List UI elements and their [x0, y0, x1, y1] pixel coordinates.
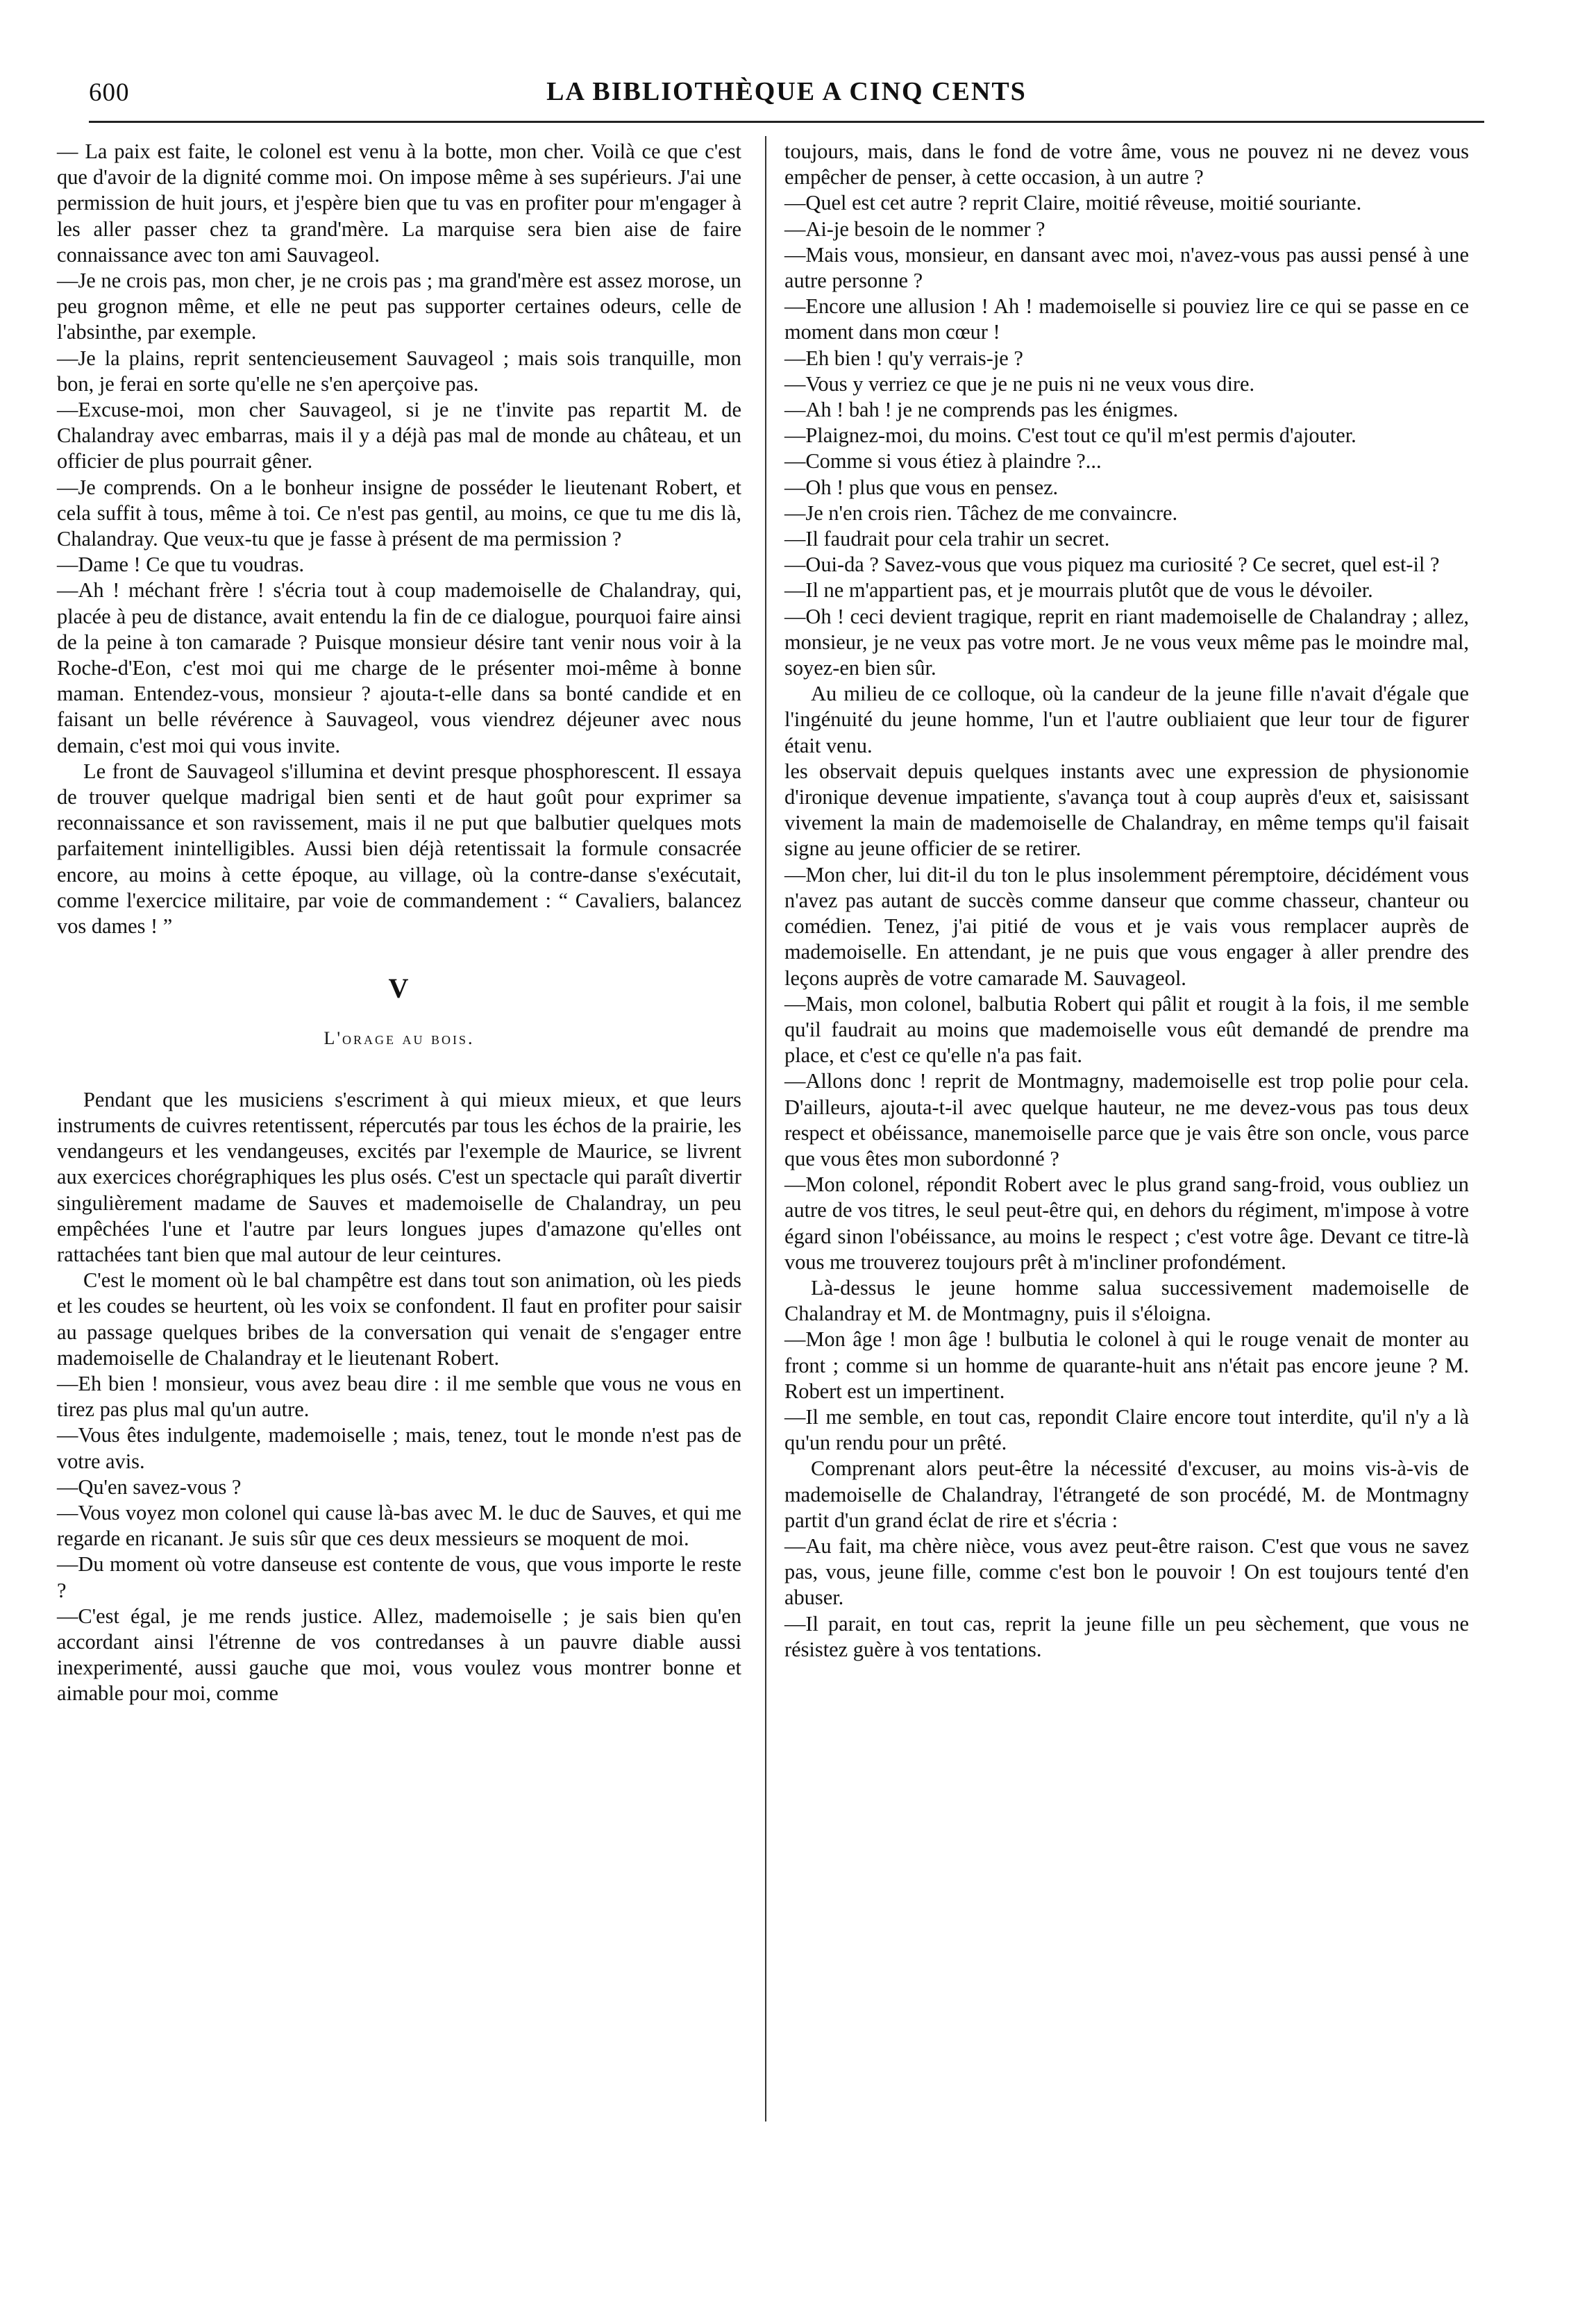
- paragraph: —Allons donc ! reprit de Montmagny, mademoiselle est trop polie pour cela. D'ailleurs, ajouta-t-il avec quelque hauteur, ne me devez-vous pas tous deux respect et obéissance, manemoiselle parce que je vais être son oncle, vous parce que vous êtes mon subordonné ?: [784, 1069, 1469, 1170]
- running-title: LA BIBLIOTHÈQUE A CINQ CENTS: [546, 77, 1027, 106]
- paragraph: —Eh bien ! qu'y verrais-je ?: [784, 346, 1023, 370]
- paragraph: — La paix est faite, le colonel est venu à la botte, mon cher. Voilà ce que c'est que d'avoir de la dignité comme moi. On impose même à ses supérieurs. J'ai une permission de huit jours, et j'espère bien que tu vas en profiter pour m'engager à les aller passer chez ta grand'mère. La marquise sera bien aise de faire connaissance avec ton ami Sauvageol.: [57, 140, 741, 267]
- paragraph: —Ai-je besoin de le nommer ?: [784, 217, 1045, 241]
- chapter-title: L'orage au bois.: [324, 1027, 475, 1048]
- paragraph: —Je comprends. On a le bonheur insigne de posséder le lieutenant Robert, et cela suffit à tous, même à toi. Ce n'est pas gentil, au moins, ce que tu me dis là, Chalandray. Que veux-tu que je fasse à présent de ma permission ?: [57, 475, 741, 551]
- paragraph: —Du moment où votre danseuse est contente de vous, que vous importe le reste ?: [57, 1552, 741, 1602]
- paragraph: —C'est égal, je me rends justice. Allez, mademoiselle ; je sais bien qu'en accordant ainsi l'étrenne de vos contredanses à un pauvre diable aussi inexperimenté, aussi gauche que moi, vous voulez vous montrer bonne et aimable pour moi, comme: [57, 1604, 741, 1706]
- paragraph: —Il faudrait pour cela trahir un secret.: [784, 527, 1110, 551]
- paragraph: Pendant que les musiciens s'escriment à qui mieux mieux, et que leurs instruments de cuivres retentissent, répercutés par tous les échos de la prairie, les vendangeurs et les vendangeuses, excités par l'exemple de Maurice, se livrent aux exercices chorégraphiques les plus osés. C'est un spectacle qui paraît divertir singulièrement madame de Sauves et mademoiselle de Chalandray, un peu empêchées l'une et l'autre par leurs longues jupes d'amazone qu'elles ont rattachées tant bien que mal autour de leur ceintures.: [57, 1087, 741, 1266]
- paragraph: —Ah ! bah ! je ne comprends pas les énigmes.: [784, 398, 1179, 422]
- paragraph: Comprenant alors peut-être la nécessité d'excuser, au moins vis-à-vis de mademoiselle de Chalandray, l'étrangeté de son procédé, M. de Montmagny partit d'un grand éclat de rire et s'écria :: [784, 1456, 1469, 1532]
- paragraph: Au milieu de ce colloque, où la candeur de la jeune fille n'avait d'égale que l'ingénuité du jeune homme, l'un et l'autre oubliaient que leur tour de figurer était venu.: [784, 682, 1469, 757]
- paragraph: —Je la plains, reprit sentencieusement Sauvageol ; mais sois tranquille, mon bon, je ferai en sorte qu'elle ne s'en aperçoive pas.: [57, 346, 741, 396]
- paragraph: —Au fait, ma chère nièce, vous avez peut-être raison. C'est que vous ne savez pas, vous, jeune fille, comme c'est bon le pouvoir ! On est toujours tenté d'en abuser.: [784, 1534, 1469, 1610]
- paragraph: —Encore une allusion ! Ah ! mademoiselle si pouviez lire ce qui se passe en ce moment dans mon cœur !: [784, 294, 1469, 344]
- paragraph: —Oh ! ceci devient tragique, reprit en riant mademoiselle de Chalandray ; allez, monsieur, je ne veux pas votre mort. Je ne vous veux même pas le moindre mal, soyez-en bien sûr.: [784, 604, 1469, 680]
- paragraph: Là-dessus le jeune homme salua successivement mademoiselle de Chalandray et M. de Montmagny, puis il s'éloigna.: [784, 1275, 1469, 1326]
- paragraph: —Mon colonel, répondit Robert avec le plus grand sang-froid, vous oubliez un autre de vos titres, le seul peut-être qui, en dehors du régiment, m'impose à votre égard sinon l'obéissance, au moins le respect ; c'est votre âge. Devant ce titre-là vous me trouverez toujours prêt à m'incliner profondément.: [784, 1173, 1469, 1274]
- paragraph: —Quel est cet autre ? reprit Claire, moitié rêveuse, moitié souriante.: [784, 191, 1362, 215]
- paragraph: —Oui-da ? Savez-vous que vous piquez ma curiosité ? Ce secret, quel est-il ?: [784, 553, 1440, 577]
- paragraph: —Je ne crois pas, mon cher, je ne crois pas ; ma grand'mère est assez morose, un peu grognon même, et elle ne peut pas supporter certaines odeurs, celle de l'absinthe, par exemple.: [57, 269, 741, 344]
- paragraph: Le front de Sauvageol s'illumina et devint presque phosphorescent. Il essaya de trouver quelque madrigal bien senti et de haut goût pour exprimer sa reconnaissance et son ravissement, mais il ne put que balbutier quelques mots parfaitement inintelligibles. Aussi bien déjà retentissait la formule consacrée encore, au moins à cette époque, au village, où la contre-danse s'exécutait, comme l'exercice militaire, par voie de commandement : “ Cavaliers, balancez vos dames ! ”: [57, 759, 741, 939]
- paragraph: —Eh bien ! monsieur, vous avez beau dire : il me semble que vous ne vous en tirez pas plus mal qu'un autre.: [57, 1371, 741, 1422]
- page-number: 600: [89, 78, 130, 107]
- paragraph: —Comme si vous étiez à plaindre ?...: [784, 449, 1102, 473]
- paragraph: —Vous voyez mon colonel qui cause là-bas avec M. le duc de Sauves, et qui me regarde en ricanant. Je suis sûr que ces deux messieurs se moquent de moi.: [57, 1500, 741, 1551]
- paragraph: —Plaignez-moi, du moins. C'est tout ce qu'il m'est permis d'ajouter.: [784, 423, 1356, 448]
- paragraph: —Vous êtes indulgente, mademoiselle ; mais, tenez, tout le monde n'est pas de votre avis.: [57, 1423, 741, 1473]
- page-header: [89, 72, 1484, 123]
- paragraph: —Excuse-moi, mon cher Sauvageol, si je ne t'invite pas repartit M. de Chalandray avec embarras, mais il y a déjà pas mal de monde au château, et un officier de plus pourrait gêner.: [57, 398, 741, 473]
- paragraph: toujours, mais, dans le fond de votre âme, vous ne pouvez ni ne devez vous empêcher de penser, à cette occasion, à un autre ?: [784, 140, 1469, 190]
- column-divider: [765, 136, 766, 2122]
- paragraph: —Je n'en crois rien. Tâchez de me convaincre.: [784, 501, 1178, 525]
- paragraph: —Oh ! plus que vous en pensez.: [784, 475, 1059, 499]
- paragraph: —Dame ! Ce que tu voudras.: [57, 553, 305, 577]
- paragraph: C'est le moment où le bal champêtre est dans tout son animation, où les pieds et les coudes se heurtent, où les voix se confondent. Il faut en profiter pour saisir au passage quelques bribes de la conversation qui venait de s'engager entre mademoiselle de Chalandray et le lieutenant Robert.: [57, 1268, 741, 1370]
- paragraph: —Ah ! méchant frère ! s'écria tout à coup mademoiselle de Chalandray, qui, placée à peu de distance, avait entendu la fin de ce dialogue, pourquoi faire ainsi de la peine à ton camarade ? Puisque monsieur désire tant venir nous voir à la Roche-d'Eon, c'est moi qui me charge de le présenter moi-même à bonne maman. Entendez-vous, monsieur ? ajouta-t-elle dans sa bonté candide et en faisant un belle révérence à Sauvageol, vous viendrez déjeuner avec nous demain, c'est moi qui vous invite.: [57, 578, 741, 757]
- paragraph: les observait depuis quelques instants avec une expression de physionomie d'ironique devenue impatiente, s'avança tout à coup auprès d'eux et, saisissant vivement la main de mademoiselle de Chalandray, en même temps qu'il faisait signe au jeune officier de se retirer.: [784, 759, 1469, 861]
- right-column: [784, 139, 1469, 1663]
- paragraph: —Il me semble, en tout cas, repondit Claire encore tout interdite, qu'il n'y a là qu'un rendu pour un prêté.: [784, 1404, 1469, 1455]
- paragraph: —Mais, mon colonel, balbutia Robert qui pâlit et rougit à la fois, il me semble qu'il faudrait au moins que mademoiselle vous eût demandé de prendre ma place, et c'est ce qu'elle n'a pas fait.: [784, 991, 1469, 1068]
- paragraph: —Vous y verriez ce que je ne puis ni ne veux vous dire.: [784, 371, 1255, 396]
- left-column: [57, 139, 741, 1707]
- paragraph: —Il ne m'appartient pas, et je mourrais plutôt que de vous le dévoiler.: [784, 578, 1373, 603]
- chapter-number: V: [388, 973, 410, 1005]
- paragraph: —Qu'en savez-vous ?: [57, 1475, 242, 1499]
- paragraph: —Il parait, en tout cas, reprit la jeune fille un peu sèchement, que vous ne résistez guère à vos tentations.: [784, 1611, 1469, 1661]
- paragraph: —Mon âge ! mon âge ! bulbutia le colonel à qui le rouge venait de monter au front ; comme si un homme de quarante-huit ans n'était pas encore jeune ? M. Robert est un impertinent.: [784, 1327, 1469, 1403]
- paragraph: —Mais vous, monsieur, en dansant avec moi, n'avez-vous pas aussi pensé à une autre personne ?: [784, 242, 1469, 293]
- paragraph: —Mon cher, lui dit-il du ton le plus insolemment péremptoire, décidément vous n'avez pas autant de succès comme danseur que comme chasseur, chanteur ou comédien. Tenez, j'ai pitié de vous et je vais vous remplacer auprès de mademoiselle. En attendant, je ne puis que vous engager à aller prendre des leçons auprès de votre camarade M. Sauvageol.: [784, 862, 1469, 990]
